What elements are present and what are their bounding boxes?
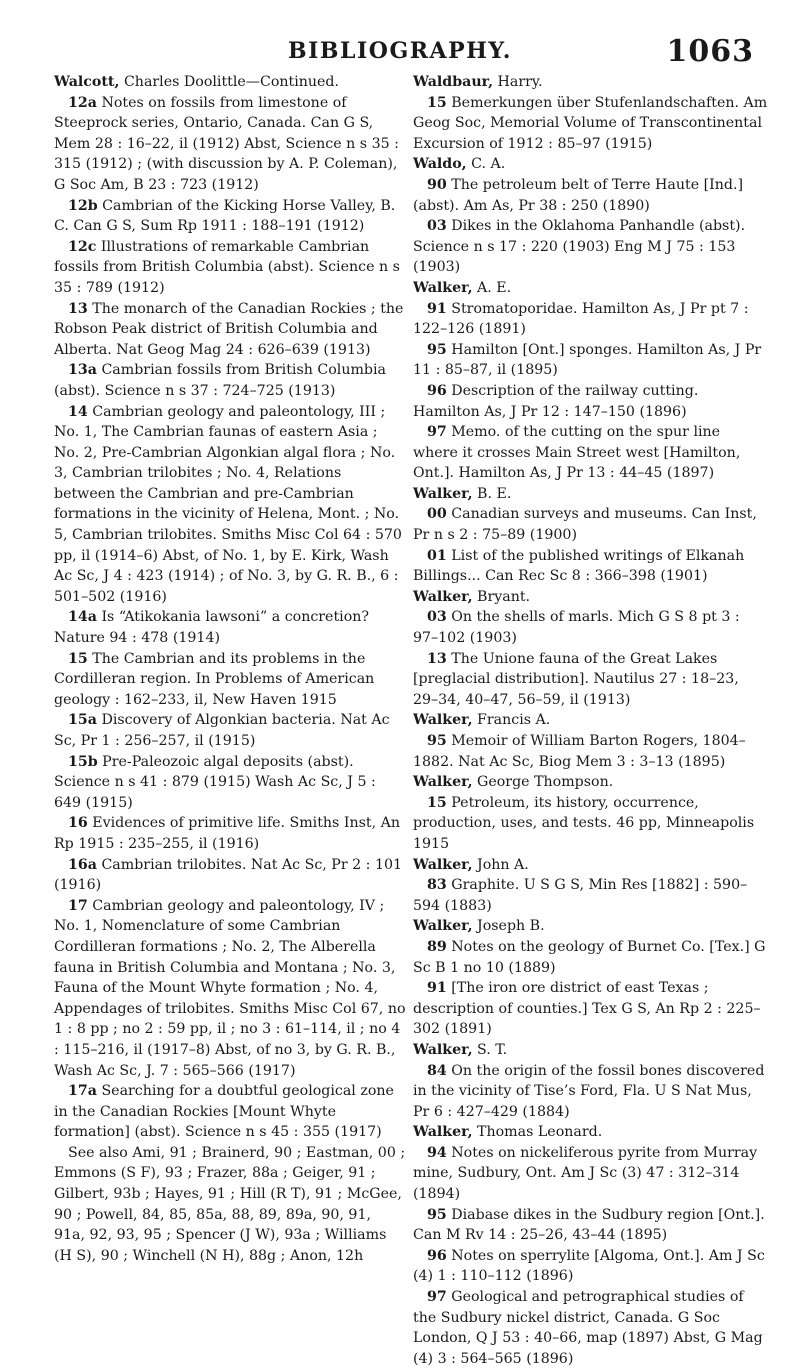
entry-text: Notes on the geology of Burnet Co. [Tex.] G Sc B 1 no 10 (1889)	[413, 938, 766, 976]
entry-number: 95	[427, 1206, 447, 1223]
bibliography-entry	[413, 1205, 768, 1246]
entry-number: 16	[68, 815, 88, 832]
bibliography-entry	[54, 896, 406, 1081]
author-heading	[413, 154, 768, 175]
author-name: Walker,	[413, 1041, 473, 1058]
author-name: Walker,	[413, 588, 473, 605]
author-name: Waldo,	[413, 156, 467, 173]
author-heading	[413, 772, 768, 793]
entry-text: Evidences of primitive life. Smiths Inst, An Rp 1915 : 235–255, il (1916)	[54, 815, 400, 852]
entry-number: 83	[427, 877, 447, 894]
author-heading	[413, 1122, 768, 1143]
entry-text: The monarch of the Canadian Rockies ; the Robson Peak district of British Columbia and Alberta. Nat Geog Mag 24 : 626–639 (1913)	[54, 300, 404, 358]
bibliography-entry	[413, 1061, 768, 1123]
bibliography-entry	[54, 710, 406, 751]
author-heading	[413, 484, 768, 505]
entry-number: 00	[427, 506, 447, 523]
author-detail: Thomas Leonard.	[472, 1124, 603, 1141]
page-header	[0, 34, 800, 74]
right-column	[413, 72, 768, 1369]
entry-number: 12a	[68, 94, 97, 111]
entry-number: 03	[427, 609, 447, 626]
entry-text: Bemerkungen über Stufenlandschaften. Am Geog Soc, Memorial Volume of Transcontinental Excursion of 1912 : 85–97 (1915)	[413, 94, 768, 152]
bibliography-entry	[54, 93, 406, 196]
bibliography-entry	[413, 299, 768, 340]
author-name: Walcott,	[54, 74, 120, 90]
entry-number: 01	[427, 547, 447, 564]
bibliography-entry	[413, 340, 768, 381]
author-heading	[413, 278, 768, 299]
entry-number: 15b	[68, 753, 98, 770]
bibliography-entry	[413, 1287, 768, 1369]
entry-text: Cambrian geology and paleontology, III ; No. 1, The Cambrian faunas of eastern Asia ; No. 2, Pre-Cambrian Algonkian algal flora ; No. 3, Cambrian trilobites ; No. 4, Relations between the Cambrian and pre-Cambrian formations in the vicinity of Helena, Mont. ; No. 5, Cambrian trilobites. Smiths Misc Col 64 : 570 pp, il (1914–6) Abst, of No. 1, by E. Kirk, Wash Ac Sc, J 4 : 423 (1914) ; of No. 3, by G. R. B., 6 : 501–502 (1916)	[54, 403, 402, 605]
entry-text: Cambrian of the Kicking Horse Valley, B. C. Can G S, Sum Rp 1911 : 188–191 (1912)	[54, 197, 396, 235]
entry-text: On the origin of the fossil bones discovered in the vicinity of Tise’s Ford, Fla. U S Nat Mus, Pr 6 : 427–429 (1884)	[413, 1062, 765, 1120]
author-detail: Francis A.	[472, 712, 551, 729]
author-detail: A. E.	[472, 279, 512, 296]
entry-number: 17a	[68, 1083, 97, 1100]
author-heading	[413, 855, 768, 876]
bibliography-entry	[54, 402, 406, 608]
entry-number: 15	[427, 794, 447, 811]
entry-number: 94	[427, 1144, 447, 1161]
author-name: Walker,	[413, 918, 473, 935]
bibliography-entry	[413, 546, 768, 587]
author-name: Walker,	[413, 279, 473, 296]
author-detail: Harry.	[493, 74, 543, 90]
entry-number: 84	[427, 1062, 447, 1079]
bibliography-entry	[54, 752, 406, 814]
author-detail: Joseph B.	[472, 918, 545, 935]
entry-text: Geological and petrographical studies of the Sudbury nickel district, Canada. G Soc London, Q J 53 : 40–66, map (1897) Abst, G Mag (4) 3 : 564–565 (1896)	[413, 1289, 763, 1367]
left-column	[54, 72, 406, 1266]
entry-text: Searching for a doubtful geological zone in the Canadian Rockies [Mount Whyte formation] (abst). Science n s 45 : 355 (1917)	[54, 1083, 394, 1141]
author-detail: Bryant.	[472, 588, 531, 605]
author-detail: Charles Doolittle—Continued.	[119, 74, 339, 90]
author-heading	[54, 72, 406, 93]
entry-number: 97	[427, 1289, 447, 1306]
entry-text: Graphite. U S G S, Min Res [1882] : 590–594 (1883)	[413, 877, 748, 914]
author-detail: George Thompson.	[472, 774, 614, 791]
entry-number: 96	[427, 382, 447, 399]
entry-number: 91	[427, 980, 447, 997]
bibliography-entry	[413, 649, 768, 711]
author-heading	[413, 1040, 768, 1061]
entry-number: 15	[68, 650, 88, 667]
bibliography-entry	[54, 237, 406, 299]
bibliography-entry	[413, 607, 768, 648]
bibliography-entry	[413, 1143, 768, 1205]
bibliography-entry	[413, 504, 768, 545]
entry-number: 15a	[68, 712, 97, 729]
bibliography-entry	[413, 1246, 768, 1287]
bibliography-entry	[54, 299, 406, 361]
entry-number: 13	[427, 650, 447, 667]
entry-text: On the shells of marls. Mich G S 8 pt 3 : 97–102 (1903)	[413, 609, 740, 647]
entry-number: 95	[427, 733, 447, 749]
entry-text: Pre-Paleozoic algal deposits (abst). Science n s 41 : 879 (1915) Wash Ac Sc, J 5 : 649 (1915)	[54, 753, 376, 811]
bibliography-entry	[413, 731, 768, 772]
bibliography-entry	[413, 93, 768, 155]
entry-number: 90	[427, 176, 447, 193]
entry-text: Dikes in the Oklahoma Panhandle (abst). Science n s 17 : 220 (1903) Eng M J 75 : 153 (1903)	[413, 218, 746, 276]
entry-number: 16a	[68, 856, 97, 873]
entry-number: 12c	[68, 238, 97, 255]
entry-text: [The iron ore district of east Texas ; description of counties.] Tex G S, An Rp 2 : 225–302 (1891)	[413, 980, 761, 1038]
entry-text: Memo. of the cutting on the spur line where it crosses Main Street west [Hamilton, Ont.]. Hamilton As, J Pr 13 : 44–45 (1897)	[413, 424, 741, 482]
entry-number: 15	[427, 94, 447, 111]
author-heading	[413, 587, 768, 608]
entry-text: Diabase dikes in the Sudbury region [Ont.]. Can M Rv 14 : 25–26, 43–44 (1895)	[413, 1206, 765, 1244]
entry-number: 12b	[68, 197, 98, 214]
entry-number: 13	[68, 300, 88, 317]
entry-number: 95	[427, 341, 447, 358]
bibliography-entry	[54, 855, 406, 896]
author-heading	[413, 710, 768, 731]
entry-text: Petroleum, its history, occurrence, production, uses, and tests. 46 pp, Minneapolis 1915	[413, 794, 755, 852]
author-name: Walker,	[413, 712, 473, 729]
entry-number: 14a	[68, 609, 97, 626]
entry-number: 03	[427, 218, 447, 235]
entry-text: Notes on sperrylite [Algoma, Ont.]. Am J Sc (4) 1 : 110–112 (1896)	[413, 1247, 765, 1285]
bibliography-entry	[413, 937, 768, 978]
entry-text: Stromatoporidae. Hamilton As, J Pr pt 7 : 122–126 (1891)	[413, 300, 749, 338]
entry-text: Cambrian fossils from British Columbia (abst). Science n s 37 : 724–725 (1913)	[54, 362, 386, 399]
entry-text: List of the published writings of Elkanah Billings... Can Rec Sc 8 : 366–398 (1901)	[413, 547, 745, 585]
bibliography-entry	[54, 607, 406, 648]
bibliography-entry	[54, 1081, 406, 1143]
bibliography-entry	[413, 422, 768, 484]
entry-number: 89	[427, 938, 447, 955]
bibliography-entry	[413, 216, 768, 278]
entry-text: The petroleum belt of Terre Haute [Ind.] (abst). Am As, Pr 38 : 250 (1890)	[413, 176, 744, 214]
bibliography-entry	[413, 793, 768, 855]
see-also-note: See also Ami, 91 ; Brainerd, 90 ; Eastman, 00 ; Emmons (S F), 93 ; Frazer, 88a ; Geiger, 91 ; Gilbert, 93b ; Hayes, 91 ; Hill (R T), 91 ; McGee, 90 ; Powell, 84, 85, 85a, 88, 89, 89a, 90, 91, 91a, 92, 93, 95 ; Spencer (J W), 93a ; Williams (H S), 90 ; Winchell (N H), 88g ; Anon, 12h	[54, 1144, 406, 1264]
entry-number: 96	[427, 1247, 447, 1264]
entry-text: Cambrian trilobites. Nat Ac Sc, Pr 2 : 101 (1916)	[54, 856, 403, 894]
author-name: Walker,	[413, 1124, 473, 1141]
author-heading	[413, 916, 768, 937]
entry-number: 91	[427, 300, 447, 317]
entry-text: The Cambrian and its problems in the Cordilleran region. In Problems of American geology : 162–233, il, New Haven 1915	[54, 650, 375, 708]
running-title: BIBLIOGRAPHY.	[288, 38, 512, 64]
author-name: Walker,	[413, 856, 473, 873]
entry-number: 97	[427, 424, 447, 441]
author-heading	[413, 72, 768, 93]
bibliography-entry	[54, 360, 406, 401]
entry-number: 17	[68, 897, 88, 914]
entry-text: Notes on fossils from limestone of Steeprock series, Ontario, Canada. Can G S, Mem 28 : 16–22, il (1912) Abst, Science n s 35 : 315 (1912) ; (with discussion by A. P. Coleman), G Soc Am, B 23 : 723 (1912)	[54, 94, 399, 193]
bibliography-entry	[54, 649, 406, 711]
entry-text: Illustrations of remarkable Cambrian fossils from British Columbia (abst). Science n s 35 : 789 (1912)	[54, 238, 400, 296]
author-detail: John A.	[472, 856, 529, 873]
entry-text: Memoir of William Barton Rogers, 1804–1882. Nat Ac Sc, Biog Mem 3 : 3–13 (1895)	[413, 733, 746, 770]
author-name: Walker,	[413, 774, 473, 791]
entry-text: Cambrian geology and paleontology, IV ; No. 1, Nomenclature of some Cambrian Cordilleran formations ; No. 2, The Alberella fauna in British Columbia and Montana ; No. 3, Fauna of the Mount Whyte formation ; No. 4, Appendages of trilobites. Smiths Misc Col 67, no 1 : 8 pp ; no 2 : 59 pp, il ; no 3 : 61–114, il ; no 4 : 115–216, il (1917–8) Abst, of no 3, by G. R. B., Wash Ac Sc, J. 7 : 565–566 (1917)	[54, 897, 406, 1079]
bibliography-entry	[413, 978, 768, 1040]
entry-text: Notes on nickeliferous pyrite from Murray mine, Sudbury, Ont. Am J Sc (3) 47 : 312–314 (1894)	[413, 1144, 758, 1203]
bibliography-entry	[413, 381, 768, 422]
author-name: Waldbaur,	[413, 74, 494, 90]
bibliography-entry	[413, 875, 768, 916]
entry-number: 13a	[68, 362, 97, 379]
entry-text: Discovery of Algonkian bacteria. Nat Ac Sc, Pr 1 : 256–257, il (1915)	[54, 712, 390, 749]
page-number: 1063	[666, 34, 754, 69]
author-detail: C. A.	[466, 156, 506, 173]
bibliography-entry	[413, 175, 768, 216]
author-name: Walker,	[413, 485, 473, 502]
entry-text: Hamilton [Ont.] sponges. Hamilton As, J Pr 11 : 85–87, il (1895)	[413, 341, 762, 379]
entry-text: The Unione fauna of the Great Lakes [preglacial distribution]. Nautilus 27 : 18–23, 29–34, 40–47, 56–59, il (1913)	[413, 650, 739, 708]
bibliography-entry	[54, 813, 406, 854]
entry-text: Description of the railway cutting. Hamilton As, J Pr 12 : 147–150 (1896)	[413, 382, 699, 420]
author-detail: B. E.	[472, 485, 512, 502]
entry-text: Is “Atikokania lawsoni” a concretion? Nature 94 : 478 (1914)	[54, 609, 369, 647]
author-detail: S. T.	[472, 1041, 508, 1058]
entry-number: 14	[68, 403, 88, 420]
entry-text: Canadian surveys and museums. Can Inst, Pr n s 2 : 75–89 (1900)	[413, 506, 757, 544]
bibliography-entry	[54, 196, 406, 237]
